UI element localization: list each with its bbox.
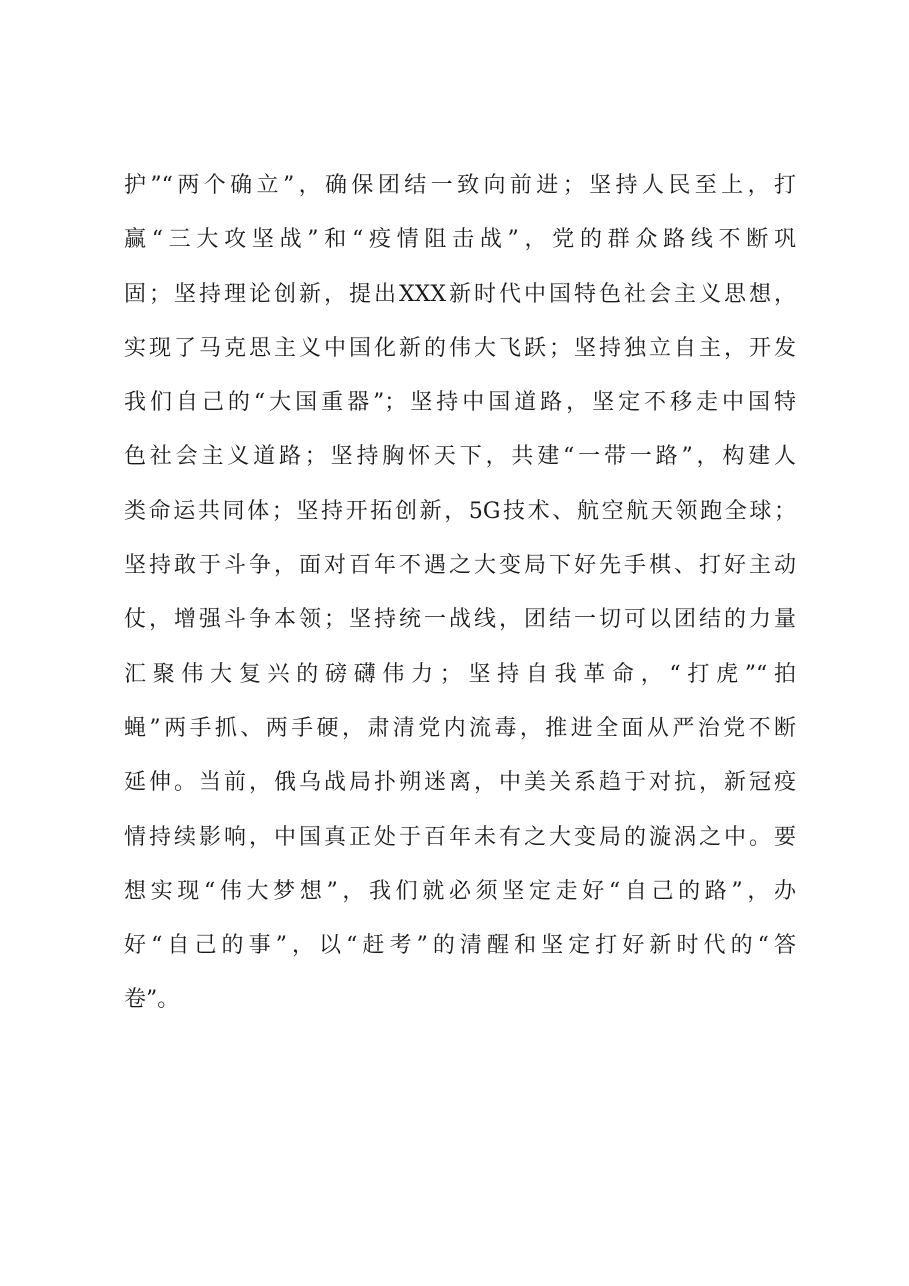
text-line: 坚持敢于斗争，面对百年不遇之大变局下好先手棋、打好主动	[124, 553, 796, 579]
text-line: 仗，增强斗争本领；坚持统一战线，团结一切可以团结的力量	[124, 607, 796, 633]
text-line: 我们自己的“大国重器”；坚持中国道路，坚定不移走中国特	[124, 390, 796, 416]
text-line: 好“自己的事”，以“赶考”的清醒和坚定打好新时代的“答	[124, 933, 796, 959]
text-line: 卷”。	[124, 987, 180, 1013]
text-line: 蝇”两手抓、两手硬，肃清党内流毒，推进全面从严治党不断	[124, 715, 796, 741]
body-paragraph	[124, 159, 796, 1028]
text-line: 类命运共同体；坚持开拓创新，5G技术、航空航天领跑全球；	[124, 498, 796, 524]
text-line: 想实现“伟大梦想”，我们就必须坚定走好“自己的路”，办	[124, 878, 796, 904]
text-line: 护”“两个确立”，确保团结一致向前进；坚持人民至上，打	[124, 173, 796, 198]
text-line: 固；坚持理论创新，提出XXX新时代中国特色社会主义思想，	[124, 281, 796, 307]
text-line: 情持续影响，中国真正处于百年未有之大变局的漩涡之中。要	[124, 824, 796, 850]
text-line: 赢“三大攻坚战”和“疫情阻击战”，党的群众路线不断巩	[124, 227, 796, 253]
text-line: 实现了马克思主义中国化新的伟大飞跃；坚持独立自主，开发	[124, 335, 796, 361]
text-line: 色社会主义道路；坚持胸怀天下，共建“一带一路”，构建人	[124, 444, 796, 470]
text-line: 延伸。当前，俄乌战局扑朔迷离，中美关系趋于对抗，新冠疫	[124, 770, 796, 796]
text-line: 汇聚伟大复兴的磅礴伟力；坚持自我革命，“打虎”“拍	[124, 661, 796, 687]
